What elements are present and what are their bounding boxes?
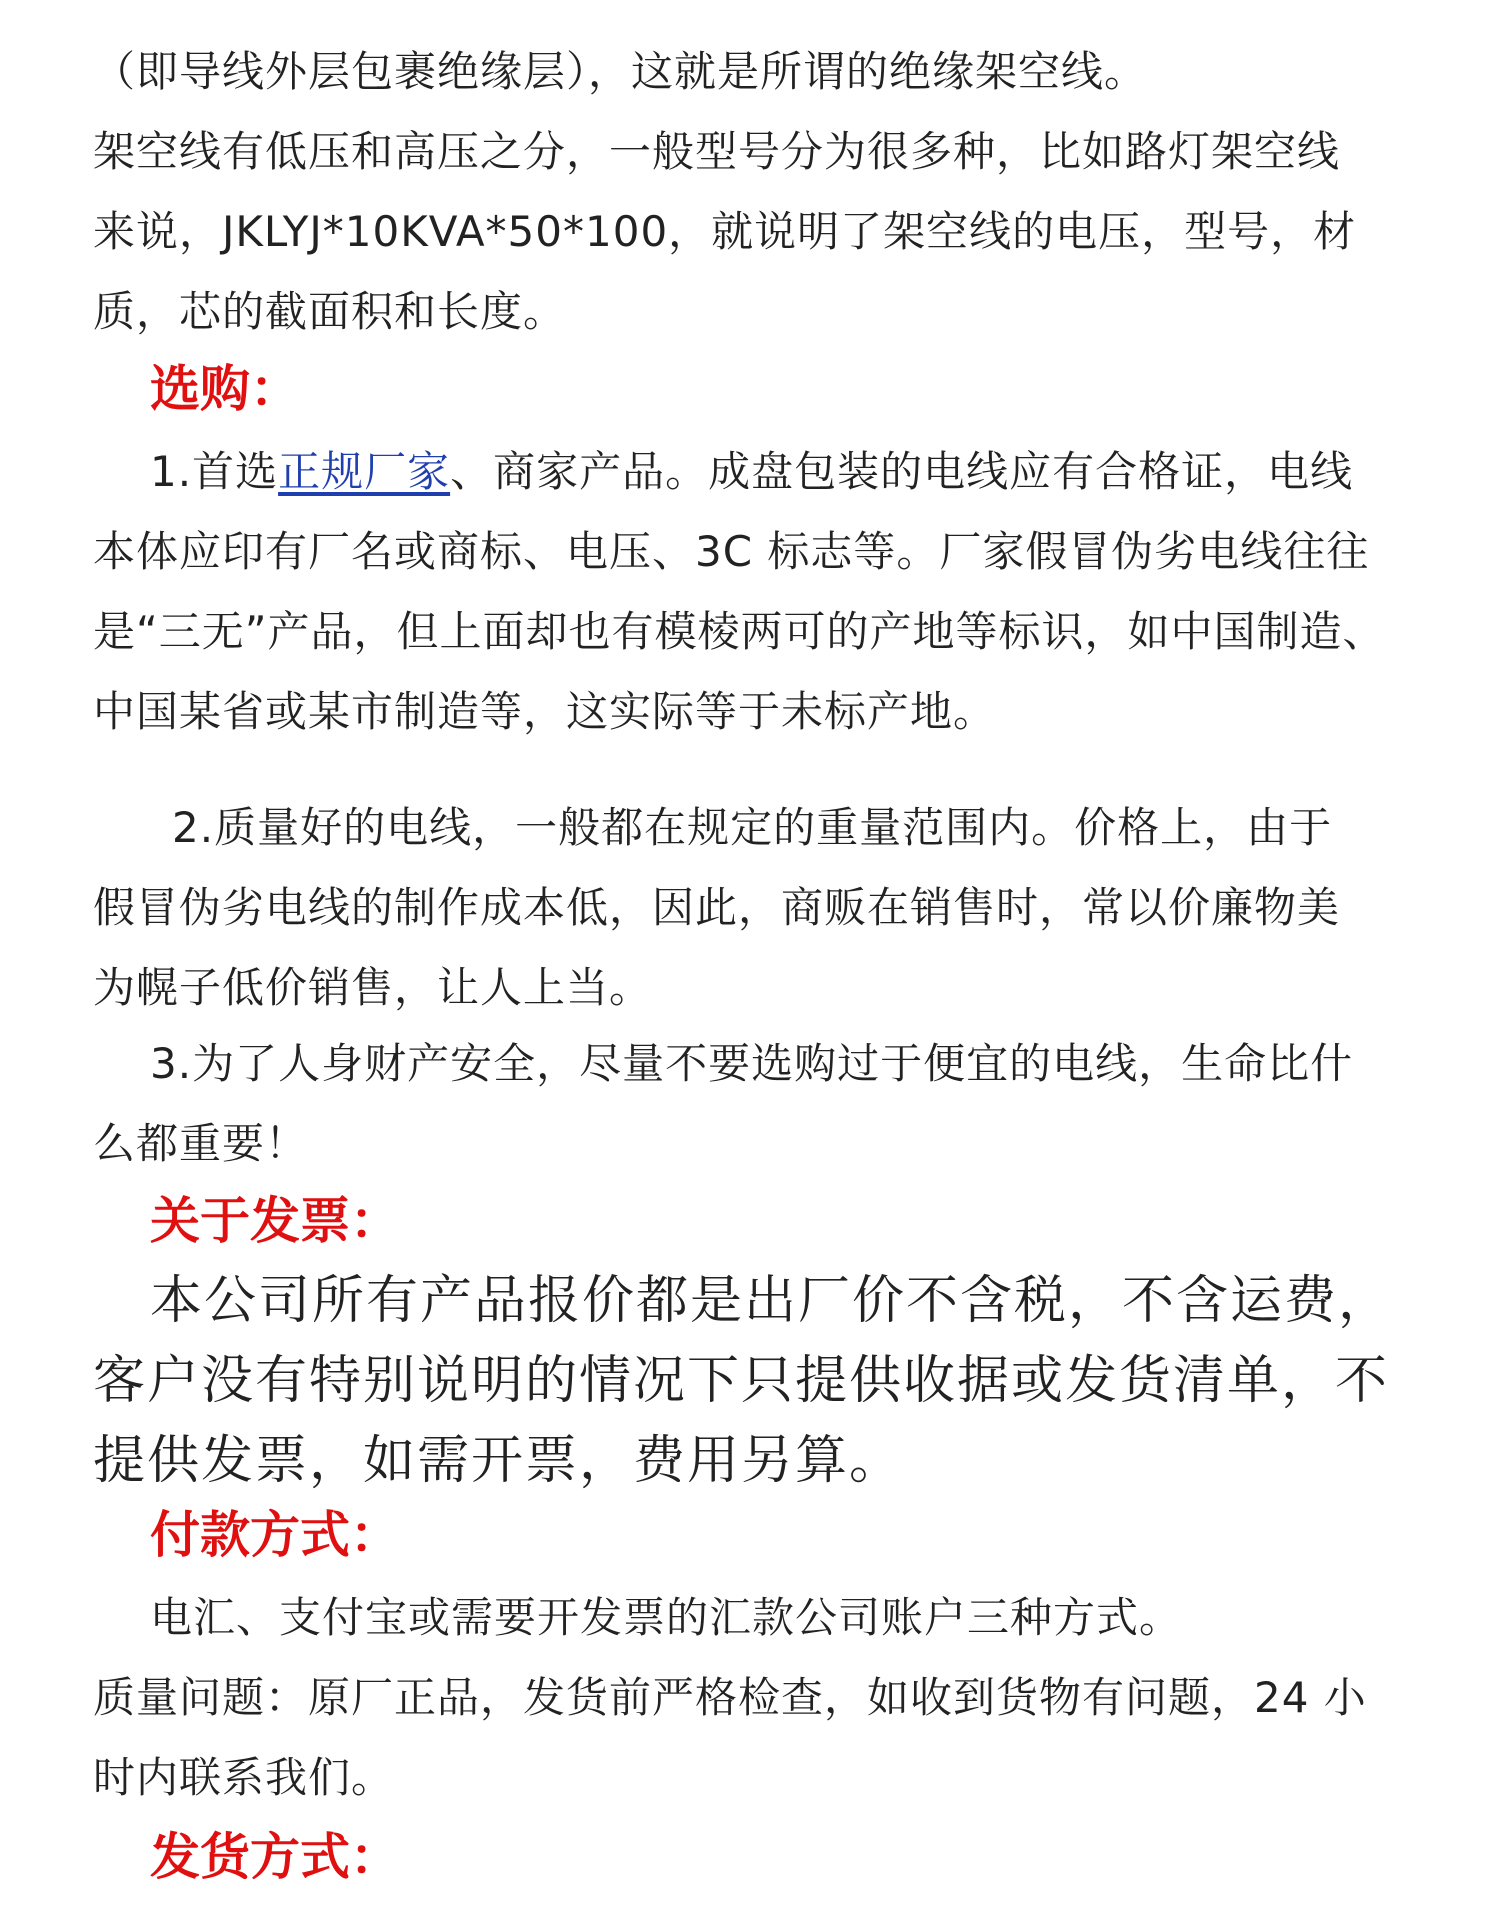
payment-methods-line: 电汇、支付宝或需要开发票的汇款公司账户三种方式。: [150, 1593, 1183, 1642]
invoice-line-3: 提供发票，如需开票，费用另算。: [93, 1431, 904, 1491]
intro-line-2: 架空线有低压和高压之分，一般型号分为很多种，比如路灯架空线: [93, 127, 1341, 176]
purchase-item-3-line-1: 3.为了人身财产安全，尽量不要选购过于便宜的电线，生命比什: [150, 1039, 1354, 1088]
purchase-item-1-line-1: [150, 444, 1480, 500]
purchase-item-1-line-3: 是“三无”产品，但上面却也有模棱两可的产地等标识，如中国制造、: [93, 607, 1386, 656]
intro-line-3: 来说，JKLYJ*10KVA*50*100，就说明了架空线的电压，型号，材: [93, 207, 1357, 256]
purchase-item-1-suffix: 、商家产品。成盘包装的电线应有合格证，电线: [450, 447, 1354, 496]
invoice-line-1: 本公司所有产品报价都是出厂价不含税，不含运费，: [150, 1271, 1393, 1331]
purchase-item-2-line-2: 假冒伪劣电线的制作成本低，因此，商贩在销售时，常以价廉物美: [93, 883, 1341, 932]
intro-line-4: 质，芯的截面积和长度。: [93, 287, 567, 336]
invoice-line-2: 客户没有特别说明的情况下只提供收据或发货清单，不: [93, 1351, 1390, 1411]
purchase-item-2-line-3: 为幌子低价销售，让人上当。: [93, 963, 653, 1012]
purchase-heading: 选购：: [150, 359, 300, 418]
intro-line-1: （即导线外层包裹绝缘层），这就是所谓的绝缘架空线。: [93, 47, 1148, 96]
purchase-item-1-line-4: 中国某省或某市制造等，这实际等于未标产地。: [93, 687, 997, 736]
shipping-heading: 发货方式：: [150, 1827, 400, 1886]
quality-issue-line-2: 时内联系我们。: [93, 1753, 395, 1802]
purchase-item-2-line-1: 2.质量好的电线，一般都在规定的重量范围内。价格上，由于: [172, 803, 1333, 852]
regular-manufacturer-link[interactable]: 正规厂家: [278, 447, 451, 496]
purchase-item-1-prefix: 1.首选: [150, 447, 279, 496]
payment-heading: 付款方式：: [150, 1505, 400, 1564]
quality-issue-line-1: 质量问题：原厂正品，发货前严格检查，如收到货物有问题，24 小: [93, 1673, 1367, 1722]
purchase-item-3-line-2: 么都重要！: [93, 1119, 309, 1168]
purchase-item-1-line-2: 本体应印有厂名或商标、电压、3C 标志等。厂家假冒伪劣电线往往: [93, 527, 1370, 576]
invoice-heading: 关于发票：: [150, 1191, 400, 1250]
